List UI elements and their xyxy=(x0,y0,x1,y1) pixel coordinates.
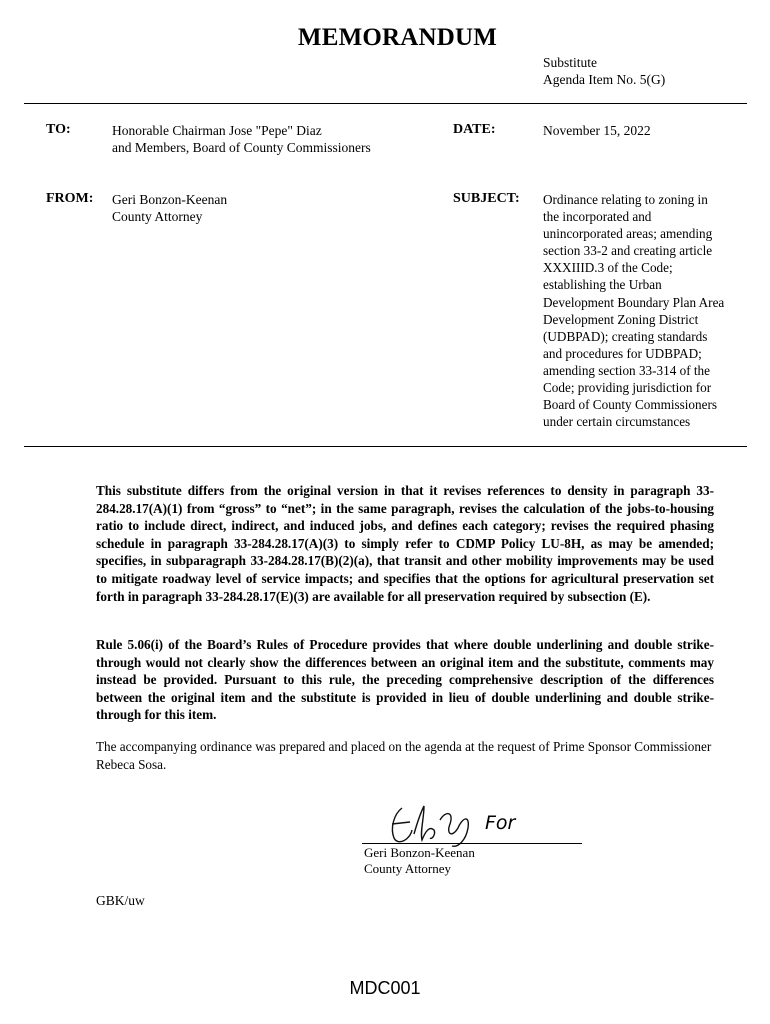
memo-title: MEMORANDUM xyxy=(297,24,498,51)
subject-line: unincorporated areas; amending xyxy=(543,226,713,242)
subject-line: Board of County Commissioners xyxy=(543,397,718,413)
date-label: DATE: xyxy=(453,122,496,137)
subject-line: XXXIIID.3 of the Code; xyxy=(543,260,673,276)
substitute-label: Substitute xyxy=(543,55,598,70)
author-initials: GBK/uw xyxy=(96,893,145,908)
header-divider xyxy=(24,103,747,104)
subject-line: establishing the Urban xyxy=(543,277,662,293)
to-recipients xyxy=(112,122,371,156)
document-footer-id: MDC001 xyxy=(349,978,421,998)
subject-text xyxy=(543,191,748,430)
subject-line: Ordinance relating to zoning in xyxy=(543,192,708,207)
subject-line: Development Boundary Plan Area xyxy=(543,294,725,310)
subject-line: section 33-2 and creating article xyxy=(543,243,713,259)
subject-line: amending section 33-314 of the xyxy=(543,362,711,378)
subject-line: Development Zoning District xyxy=(543,311,699,327)
agenda-item-note xyxy=(543,54,665,88)
subject-line: Code; providing jurisdiction for xyxy=(543,380,712,396)
from-sender xyxy=(112,191,227,225)
substitute-differences-paragraph: This substitute differs from the original version in that it revises references to density in paragraph 33-284.28.17(A)(1) from “gross” to “net”; in the same paragraph, revises the calculation of the jobs-to-housing ratio to include direct, indirect, and induced jobs, and defines each category; revises the required phasing schedule in paragraph 33-284.28.17(A)(3) to simply refer to CDMP Policy LU-8H, as may be amended; specifies, in subparagraph 33-284.28.17(B)(2)(a), that transit and other mobility improvements may be used to mitigate roadway level of service impacts; and specifies that the options for agricultural preservation set forth in paragraph 33-284.28.17(E)(3) are available for all preservation required by subsection (E). xyxy=(96,483,714,604)
subject-line: (UDBPAD); creating standards xyxy=(543,328,708,344)
date-value: November 15, 2022 xyxy=(543,123,651,138)
subject-label: SUBJECT: xyxy=(453,191,520,206)
to-line: and Members, Board of County Commissioners xyxy=(112,140,371,155)
from-line: Geri Bonzon-Keenan xyxy=(112,192,228,207)
agenda-item-number: Agenda Item No. 5(G) xyxy=(543,72,666,87)
to-label: TO: xyxy=(46,122,71,137)
rule-506-paragraph: Rule 5.06(i) of the Board’s Rules of Procedure provides that where double underlining and double strike-through would not clearly show the differences between an original item and the substitute, comments may instead be provided. Pursuant to this rule, the preceding comprehensive description of the differences between the original item and the substitute is provided in lieu of double underlining and double strike-through for this item. xyxy=(96,637,714,723)
from-label: FROM: xyxy=(46,191,94,206)
from-line: County Attorney xyxy=(112,209,203,224)
signature-title: County Attorney xyxy=(364,861,452,876)
signature-line xyxy=(362,843,582,844)
subject-divider xyxy=(24,446,747,447)
subject-line: and procedures for UDBPAD; xyxy=(543,345,702,361)
subject-line: under certain circumstances xyxy=(543,414,691,430)
signature-block xyxy=(364,845,475,877)
signature-name: Geri Bonzon-Keenan xyxy=(364,845,475,860)
to-line: Honorable Chairman Jose "Pepe" Diaz xyxy=(112,123,322,138)
sponsor-paragraph: The accompanying ordinance was prepared and placed on the agenda at the request of Prime Sponsor Commissioner Rebeca Sosa. xyxy=(96,739,712,772)
subject-line: the incorporated and xyxy=(543,209,652,225)
signature-for-annotation: For xyxy=(485,812,516,834)
